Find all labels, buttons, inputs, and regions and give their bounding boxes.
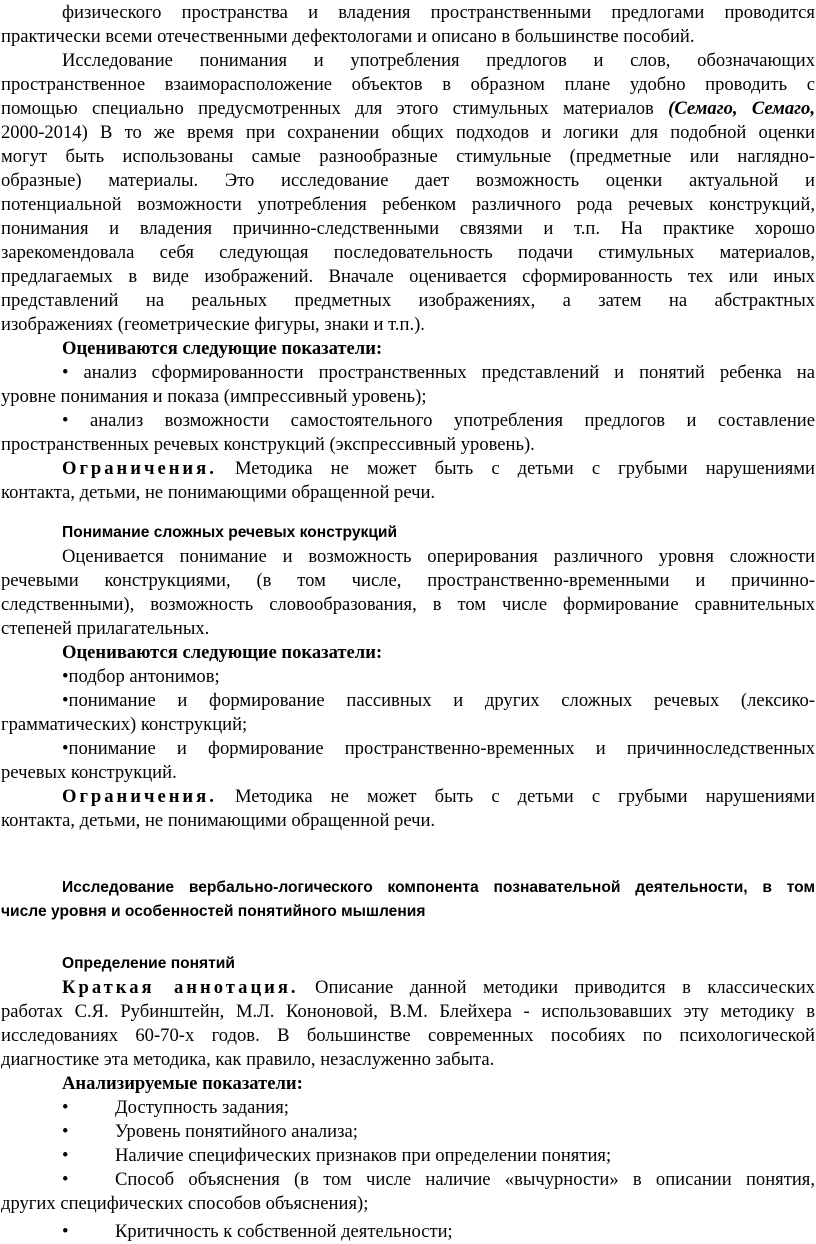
text-line <box>62 1120 815 1144</box>
line-text: понимания и владения причинно-следственными связями и т.п. На практике хорошо <box>1 218 815 239</box>
bullet-marker: • <box>62 1145 69 1166</box>
text-line <box>1 241 815 265</box>
line-text: уровне понимания и показа (импрессивный уровень); <box>1 386 427 407</box>
bullet-marker: • <box>62 1169 69 1190</box>
text-line <box>62 1220 815 1244</box>
text-line <box>62 665 815 689</box>
line-text: контакта, детьми, не понимающими обращенной речи. <box>1 482 436 503</box>
line-text: практически всеми отечественными дефектологами и описано в большинстве пособий. <box>1 26 695 47</box>
line-text: • анализ сформированности пространственных представлений и понятий ребенка на <box>62 362 815 383</box>
line-text: представлений на реальных предметных изображениях, а затем на абстрактных <box>1 290 815 311</box>
text-line <box>1 97 815 121</box>
text-line <box>62 737 815 761</box>
text-line <box>62 976 815 1000</box>
line-text: исследованиях 60-70-х годов. В большинстве современных пособиях по психологической <box>1 1025 815 1046</box>
line-text: Исследование вербально-логического компонента познавательной деятельности, в том <box>62 879 815 896</box>
text-line <box>62 521 815 545</box>
text-line <box>62 457 815 481</box>
line-text: потенциальной возможности употребления ребенком различного рода речевых конструкций, <box>1 194 815 215</box>
line-text: Определение понятий <box>62 955 235 972</box>
line-text: •подбор антонимов; <box>62 666 220 687</box>
text-line <box>1 73 815 97</box>
line-text: предлагаемых в виде изображений. Вначале оценивается сформированность тех или иных <box>1 266 815 287</box>
bullet-marker: • <box>62 1097 69 1118</box>
text-line <box>1 1024 815 1048</box>
line-text: Исследование понимания и употребления предлогов и слов, обозначающих <box>62 50 815 71</box>
line-text: помощью специально предусмотренных для этого стимульных материалов <box>1 98 654 119</box>
bullet-text: Критичность к собственной деятельности; <box>115 1221 453 1242</box>
text-line <box>1 761 815 785</box>
text-line <box>62 689 815 713</box>
text-line <box>1 289 815 313</box>
text-line <box>1 481 815 505</box>
line-text: • анализ возможности самостоятельного употребления предлогов и составление <box>62 410 815 431</box>
text-line <box>1 265 815 289</box>
line-text: физического пространства и владения пространственными предлогами проводится <box>62 2 815 23</box>
text-line <box>1 900 815 924</box>
text-line <box>62 876 815 900</box>
line-text: Описание данной методики приводится в классических <box>315 977 815 998</box>
line-text: могут быть использованы самые разнообразные стимульные (предметные или наглядно- <box>1 146 815 167</box>
line-text: Оценивается понимание и возможность оперирования различного уровня сложности <box>62 546 815 567</box>
text-line <box>62 409 815 433</box>
text-line <box>62 1 815 25</box>
text-line <box>62 785 815 809</box>
line-text: Анализируемые показатели: <box>62 1073 303 1094</box>
line-text: грамматических) конструкций; <box>1 714 248 735</box>
line-text: Оцениваются следующие показатели: <box>62 338 383 359</box>
text-line <box>1 1192 815 1216</box>
bullet-text: Способ объяснения (в том числе наличие «вычурности» в описании понятия, <box>115 1169 815 1190</box>
citation: (Семаго, Семаго, <box>668 98 815 119</box>
line-text: работах С.Я. Рубинштейн, М.Л. Кононовой, В.М. Блейхера - использовавших эту методику в <box>1 1001 815 1022</box>
line-text: Понимание сложных речевых конструкций <box>62 524 398 541</box>
text-line <box>1 121 815 145</box>
text-line <box>62 1072 815 1096</box>
text-line <box>1 25 815 49</box>
spaced-label: Ограничения. <box>62 786 217 807</box>
spaced-label: Краткая аннотация. <box>62 977 299 998</box>
line-text: пространственных речевых конструкций (экспрессивный уровень). <box>1 434 535 455</box>
line-text: речевых конструкций. <box>1 762 177 783</box>
text-line <box>62 952 815 976</box>
bullet-text: Наличие специфических признаков при определении понятия; <box>115 1145 612 1166</box>
spaced-label: Ограничения. <box>62 458 217 479</box>
line-text: пространственное взаиморасположение объектов в образном плане удобно проводить с <box>1 74 815 95</box>
line-text: •понимание и формирование пассивных и других сложных речевых (лексико- <box>62 690 815 711</box>
text-line <box>1 169 815 193</box>
text-line <box>1 313 815 337</box>
text-line <box>62 1168 815 1192</box>
line-text: образные) материалы. Это исследование дает возможность оценки актуальной и <box>1 170 815 191</box>
text-line <box>1 1000 815 1024</box>
line-text: следственными), возможность словообразования, в том числе формирование сравнительных <box>1 594 815 615</box>
line-text: речевыми конструкциями, (в том числе, пространственно-временными и причинно- <box>1 570 815 591</box>
line-text: зарекомендовала себя следующая последовательность подачи стимульных материалов, <box>1 242 815 263</box>
line-text: Методика не может быть с детьми с грубыми нарушениями <box>234 786 815 807</box>
text-line <box>1 193 815 217</box>
text-line <box>62 49 815 73</box>
bullet-marker: • <box>62 1121 69 1142</box>
line-text: Методика не может быть с детьми с грубыми нарушениями <box>234 458 815 479</box>
line-text: •понимание и формирование пространственно-временных и причинноследственных <box>62 738 815 759</box>
text-line <box>1 385 815 409</box>
line-text: изображениях (геометрические фигуры, знаки и т.п.). <box>1 314 425 335</box>
bullet-marker: • <box>62 1221 69 1242</box>
line-text: Оцениваются следующие показатели: <box>62 642 383 663</box>
text-line <box>1 1048 815 1072</box>
text-line <box>62 545 815 569</box>
line-text: контакта, детьми, не понимающими обращенной речи. <box>1 810 436 831</box>
text-line <box>1 433 815 457</box>
text-line <box>62 337 815 361</box>
line-text: числе уровня и особенностей понятийного мышления <box>1 903 426 920</box>
text-line <box>1 809 815 833</box>
text-line <box>1 617 815 641</box>
line-text: 2000-2014) В то же время при сохранении общих подходов и логики для подобной оценки <box>1 122 815 143</box>
text-line <box>62 361 815 385</box>
line-text: диагностике эта методика, как правило, незаслуженно забыта. <box>1 1049 495 1070</box>
line-text: других специфических способов объяснения); <box>1 1193 369 1214</box>
bullet-text: Уровень понятийного анализа; <box>115 1121 358 1142</box>
text-line <box>1 713 815 737</box>
text-line <box>62 1144 815 1168</box>
text-line <box>1 569 815 593</box>
line-text: степеней прилагательных. <box>1 618 210 639</box>
text-line <box>1 593 815 617</box>
text-line <box>1 217 815 241</box>
bullet-text: Доступность задания; <box>115 1097 289 1118</box>
text-line <box>62 1096 815 1120</box>
text-line <box>62 641 815 665</box>
text-line <box>1 145 815 169</box>
